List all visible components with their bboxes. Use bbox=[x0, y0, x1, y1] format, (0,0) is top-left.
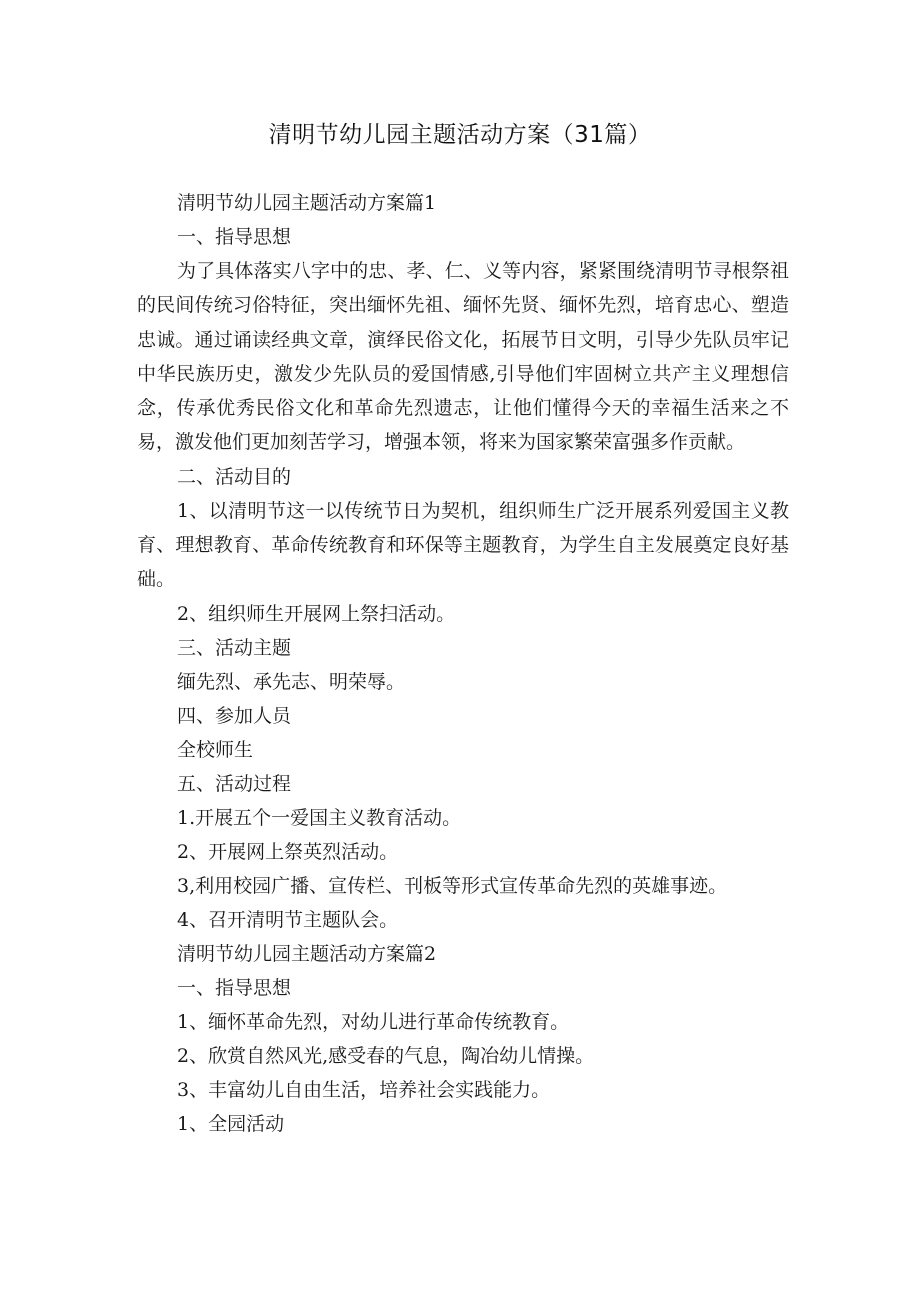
list-item-process-4: 4、召开清明节主题队会。 bbox=[177, 908, 399, 931]
list-item-ideology-1: 1、缅怀革命先烈，对幼儿进行革命传统教育。 bbox=[177, 1010, 570, 1033]
subheading-activity-process: 五、活动过程 bbox=[177, 772, 292, 795]
paragraph-activity-purpose: 1、以清明节这一以传统节日为契机，组织师生广泛开展系列爱国主义教育、理想教育、革命传统教育和环保等主题教育，为学生自主发展奠定良好基础。 bbox=[137, 499, 789, 591]
list-item-whole-kindergarten: 1、全园活动 bbox=[177, 1112, 285, 1135]
subheading-activity-theme: 三、活动主题 bbox=[177, 636, 292, 659]
list-item-process-3: 3,利用校园广播、宣传栏、刊板等形式宣传革命先烈的英雄事迹。 bbox=[177, 874, 728, 897]
document-title: 清明节幼儿园主题活动方案（31篇） bbox=[268, 122, 652, 148]
subheading-activity-purpose: 二、活动目的 bbox=[177, 465, 292, 488]
list-item-ideology-3: 3、丰富幼儿自由生活，培养社会实践能力。 bbox=[177, 1078, 551, 1101]
subheading-participants: 四、参加人员 bbox=[177, 704, 292, 727]
section-heading-part-1: 清明节幼儿园主题活动方案篇1 bbox=[177, 192, 437, 214]
subheading-guiding-ideology: 一、指导思想 bbox=[177, 226, 292, 248]
list-item-process-2: 2、开展网上祭英烈活动。 bbox=[177, 840, 399, 863]
document-body bbox=[137, 186, 789, 1141]
list-item-ideology-2: 2、欣赏自然风光,感受春的气息，陶冶幼儿情操。 bbox=[177, 1044, 595, 1067]
section-heading-part-2: 清明节幼儿园主题活动方案篇2 bbox=[177, 942, 437, 965]
list-item-online-memorial: 2、组织师生开展网上祭扫活动。 bbox=[177, 602, 456, 625]
text-participants: 全校师生 bbox=[177, 738, 254, 761]
paragraph-guiding-ideology: 为了具体落实八字中的忠、孝、仁、义等内容，紧紧围绕清明节寻根祭祖的民间传统习俗特征，突出缅怀先祖、缅怀先贤、缅怀先烈，培育忠心、塑造忠诚。通过诵读经典文章，演绎民俗文化，拓展节日文明，引导少先队员牢记中华民族历史，激发少先队员的爱国情感,引导他们牢固树立共产主义理想信念，传承优秀民俗文化和革命先烈遗志，让他们懂得今天的幸福生活来之不易，激发他们更加刻苦学习，增强本领，将来为国家繁荣富强多作贡献。 bbox=[137, 260, 789, 454]
subheading-guiding-ideology-2: 一、指导思想 bbox=[177, 976, 292, 999]
text-activity-theme: 缅先烈、承先志、明荣辱。 bbox=[177, 670, 406, 693]
list-item-process-1: 1.开展五个一爱国主义教育活动。 bbox=[177, 806, 462, 829]
